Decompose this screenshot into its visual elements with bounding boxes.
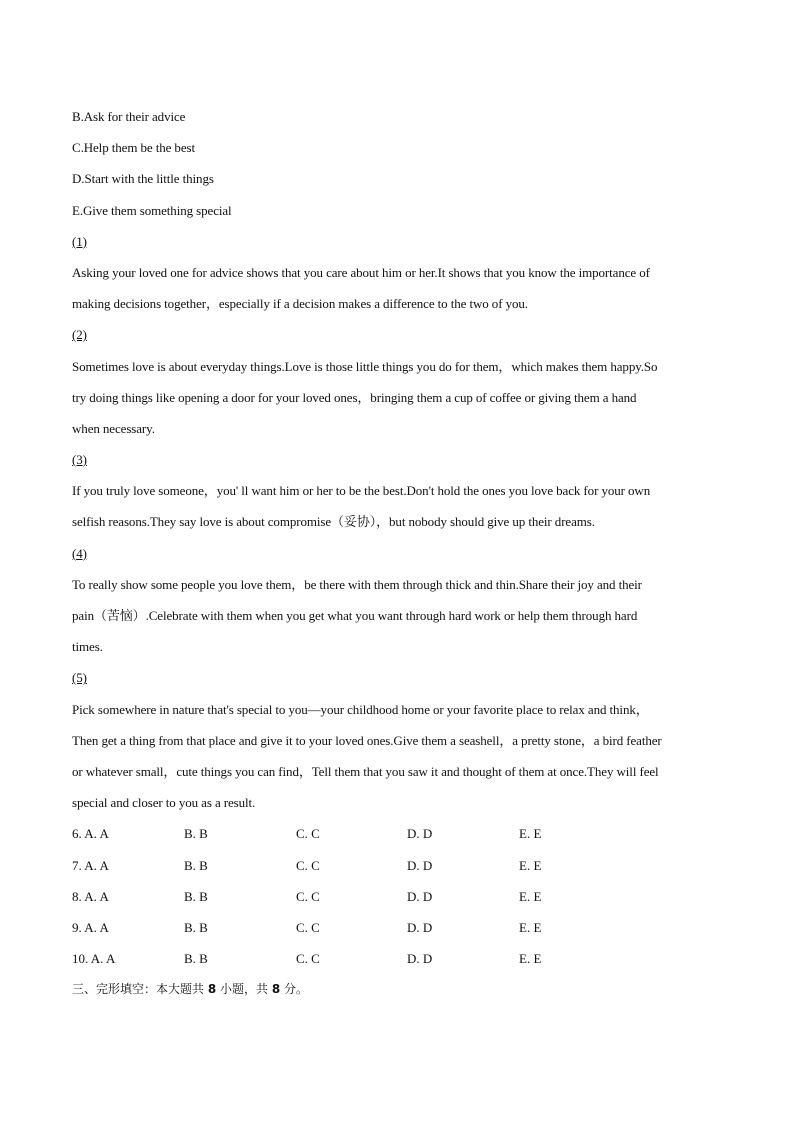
choice-a: 6. A. A: [72, 826, 109, 842]
paragraph-line: Sometimes love is about everyday things.Love is those little things you do for them，which makes them happy.So: [72, 358, 658, 374]
document-page: [72, 101, 724, 1005]
blank-number: (1): [72, 233, 87, 249]
paragraph-line: selfish reasons.They say love is about compromise（妥协），but nobody should give up their dreams.: [72, 514, 595, 530]
choice-e: E. E: [519, 951, 542, 967]
choice-d: D. D: [407, 826, 433, 842]
paragraph-line: Then get a thing from that place and give it to your loved ones.Give them a seashell，a pretty stone，a bird feather: [72, 732, 662, 748]
blank-number: (4): [72, 545, 87, 561]
choice-e: E. E: [519, 826, 542, 842]
paragraph-line: times.: [72, 639, 103, 655]
paragraph-line: pain（苦恼）.Celebrate with them when you get what you want through hard work or help them through hard: [72, 608, 638, 623]
choice-b: B. B: [184, 888, 208, 904]
answer-grid: [72, 818, 724, 974]
blank-number: (2): [72, 327, 87, 343]
choice-c: C. C: [296, 857, 320, 873]
question-row-7: [72, 850, 724, 881]
paragraph-line: Asking your loved one for advice shows that you care about him or her.It shows that you know the importance of: [72, 264, 650, 280]
choice-c: C. C: [296, 888, 320, 904]
choice-b: B. B: [184, 826, 208, 842]
choice-a: 9. A. A: [72, 919, 109, 935]
blank-number: (3): [72, 452, 87, 468]
choice-e: E. E: [519, 888, 542, 904]
choice-c: C. C: [296, 951, 320, 967]
paragraph-line: If you truly love someone，you' ll want him or her to be the best.Don't hold the ones you love back for your own: [72, 483, 651, 499]
choice-d: D. D: [407, 888, 433, 904]
paragraph-2: [72, 319, 724, 444]
paragraph-line: try doing things like opening a door for your loved ones，bringing them a cup of coffee or giving them a hand: [72, 389, 637, 405]
question-row-8: [72, 881, 724, 912]
choice-b: B. B: [184, 857, 208, 873]
paragraph-line: or whatever small，cute things you can find，Tell them that you saw it and thought of them at once.They will feel: [72, 763, 659, 779]
section-heading: 三、完形填空：本大题共 8 小题，共 8 分。: [72, 982, 309, 997]
choice-b: B. B: [184, 951, 208, 967]
choice-d: D. D: [407, 951, 433, 967]
choice-c: C. C: [296, 826, 320, 842]
option-e: E.Give them something special: [72, 202, 232, 218]
paragraph-line: To really show some people you love them，be there with them through thick and thin.Share their joy and their: [72, 576, 642, 592]
paragraph-3: [72, 444, 724, 538]
choice-d: D. D: [407, 857, 433, 873]
paragraph-line: Pick somewhere in nature that's special to you—your childhood home or your favorite place to relax and think，: [72, 701, 649, 717]
option-d: D.Start with the little things: [72, 171, 214, 187]
choice-e: E. E: [519, 919, 542, 935]
choice-a: 7. A. A: [72, 857, 109, 873]
question-row-10: [72, 943, 724, 974]
paragraph-5: [72, 662, 724, 818]
option-list: [72, 101, 724, 226]
paragraph-line: when necessary.: [72, 420, 155, 436]
question-row-6: [72, 818, 724, 849]
choice-e: E. E: [519, 857, 542, 873]
paragraph-line: special and closer to you as a result.: [72, 795, 256, 811]
question-row-9: [72, 912, 724, 943]
option-b: B.Ask for their advice: [72, 109, 186, 124]
paragraph-line: making decisions together，especially if a decision makes a difference to the two of you.: [72, 296, 528, 312]
choice-a: 8. A. A: [72, 888, 109, 904]
paragraph-1: [72, 226, 724, 320]
choice-b: B. B: [184, 919, 208, 935]
option-c: C.Help them be the best: [72, 140, 195, 156]
paragraph-4: [72, 538, 724, 663]
blank-number: (5): [72, 670, 87, 686]
choice-a: 10. A. A: [72, 951, 116, 967]
choice-d: D. D: [407, 919, 433, 935]
choice-c: C. C: [296, 919, 320, 935]
